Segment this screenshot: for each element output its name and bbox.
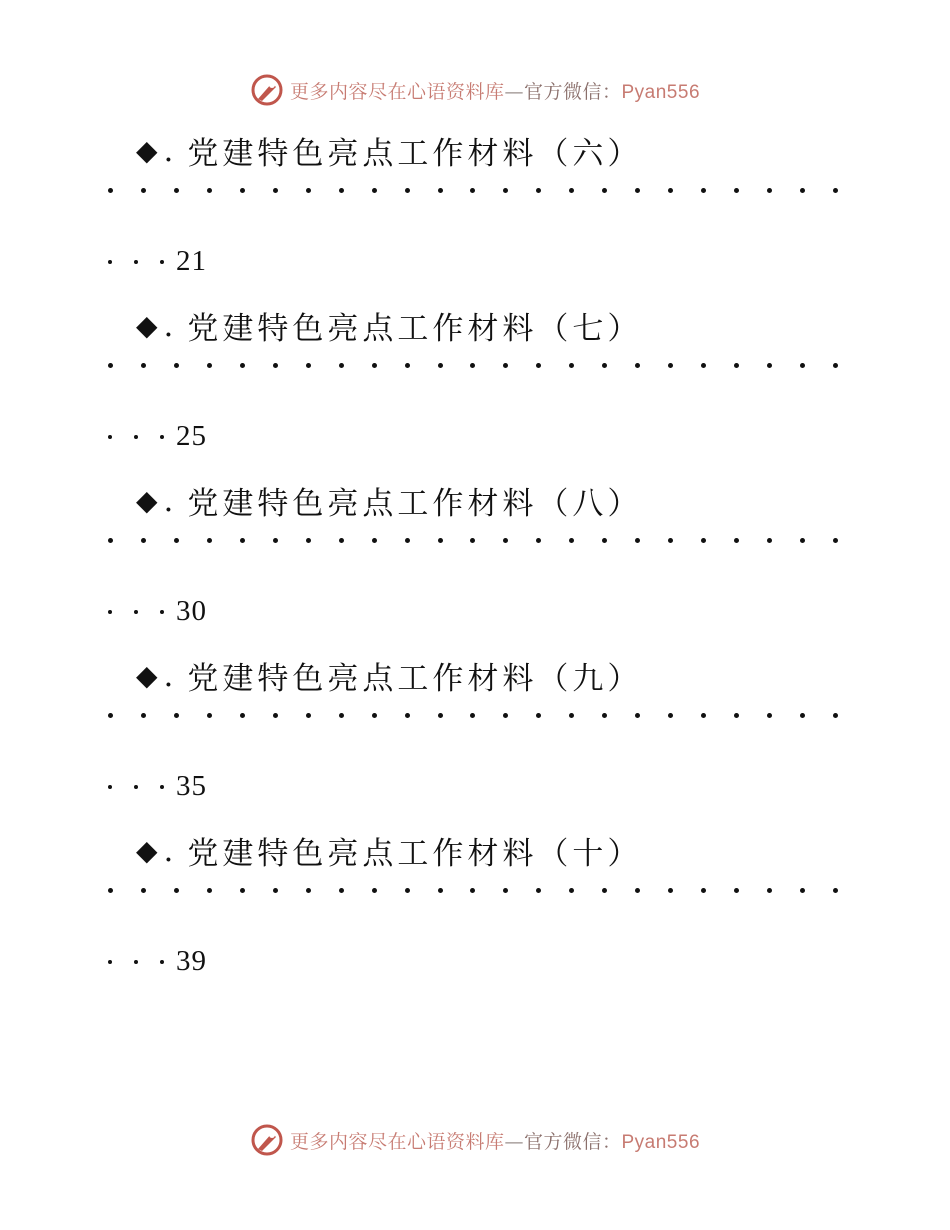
toc-leader-dots (108, 188, 838, 193)
toc-entry-title: 党建特色亮点工作材料（九） (187, 661, 643, 697)
toc-page-line (108, 245, 207, 278)
toc-page-line (108, 945, 207, 978)
diamond-bullet-icon: ◆ (136, 834, 162, 867)
toc-entry-title: 党建特色亮点工作材料（七） (187, 311, 643, 347)
toc-entry[interactable] (0, 645, 950, 820)
header-banner (0, 70, 950, 110)
toc-entry-title: 党建特色亮点工作材料（六） (187, 136, 643, 172)
diamond-bullet-icon: ◆ (136, 659, 162, 692)
toc-entry-title-line: ◆ . 党建特色亮点工作材料（八） (136, 478, 642, 523)
diamond-bullet-icon: ◆ (136, 309, 162, 342)
toc-entry-title: 党建特色亮点工作材料（十） (187, 836, 643, 872)
toc-page-number: 21 (176, 245, 207, 277)
footer-banner-id: Pyan556 (621, 1131, 701, 1153)
header-banner-separator: — (504, 80, 524, 103)
toc-leader-dots (108, 888, 838, 893)
pen-logo-icon (250, 1123, 284, 1157)
pen-logo-icon (250, 73, 284, 107)
header-banner-rest: 官方微信： (523, 80, 622, 103)
toc-entry-title-line: ◆ . 党建特色亮点工作材料（九） (136, 653, 642, 698)
toc-page-line (108, 595, 207, 628)
header-banner-text (290, 77, 700, 104)
toc-entry-title-line: ◆ . 党建特色亮点工作材料（十） (136, 828, 642, 873)
toc-page-number: 30 (176, 595, 207, 627)
header-banner-id: Pyan556 (621, 81, 701, 103)
toc-leader-dots (108, 713, 838, 718)
toc-entry[interactable] (0, 120, 950, 295)
toc-entry[interactable] (0, 295, 950, 470)
table-of-contents (0, 120, 950, 995)
diamond-bullet-icon: ◆ (136, 134, 162, 167)
footer-banner (0, 1120, 950, 1160)
toc-entry-title-line: ◆ . 党建特色亮点工作材料（七） (136, 303, 642, 348)
toc-entry-title-line: ◆ . 党建特色亮点工作材料（六） (136, 128, 642, 173)
toc-page-line (108, 420, 207, 453)
footer-banner-main: 更多内容尽在心语资料库 (289, 1130, 505, 1153)
toc-entry[interactable] (0, 820, 950, 995)
toc-page-number: 35 (176, 770, 207, 802)
toc-entry[interactable] (0, 470, 950, 645)
footer-banner-text (290, 1127, 700, 1154)
toc-page-number: 39 (176, 945, 207, 977)
toc-entry-title: 党建特色亮点工作材料（八） (187, 486, 643, 522)
header-banner-main: 更多内容尽在心语资料库 (289, 80, 505, 103)
toc-leader-dots (108, 363, 838, 368)
toc-leader-dots (108, 538, 838, 543)
toc-page-line (108, 770, 207, 803)
footer-banner-rest: 官方微信： (523, 1130, 622, 1153)
diamond-bullet-icon: ◆ (136, 484, 162, 517)
footer-banner-separator: — (504, 1130, 524, 1153)
toc-page-number: 25 (176, 420, 207, 452)
